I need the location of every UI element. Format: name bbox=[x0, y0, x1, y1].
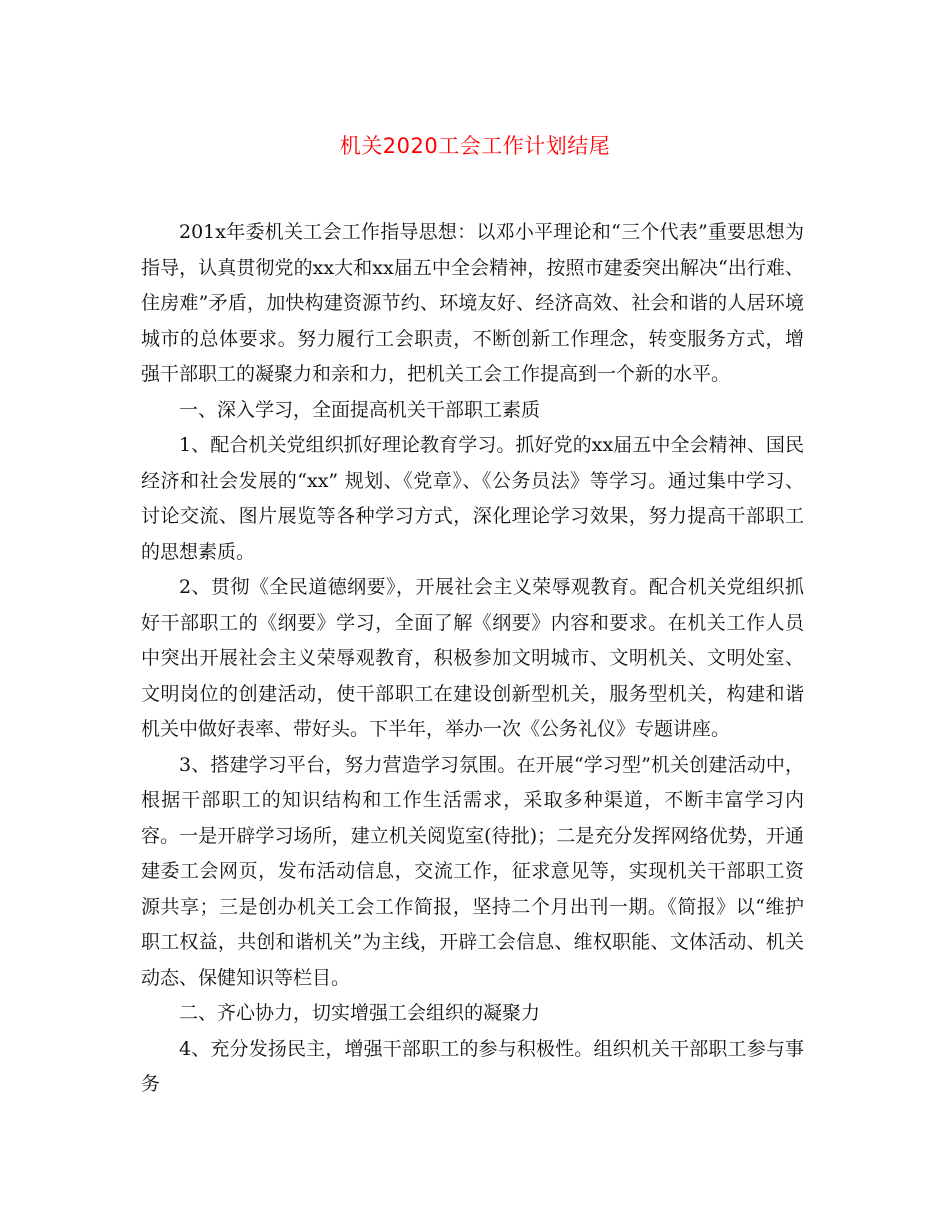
paragraph-item-2: 2、贯彻《全民道德纲要》，开展社会主义荣辱观教育。配合机关党组织抓好干部职工的《纲要》学习，全面了解《纲要》内容和要求。在机关工作人员中突出开展社会主义荣辱观教育，积极参加文明城市、文明机关、文明处室、文明岗位的创建活动，使干部职工在建设创新型机关，服务型机关，构建和谐机关中做好表率、带好头。下半年，举办一次《公务礼仪》专题讲座。 bbox=[141, 576, 804, 740]
section-heading-1: 一、深入学习，全面提高机关干部职工素质 bbox=[179, 398, 541, 421]
paragraph-item-1: 1、配合机关党组织抓好理论教育学习。抓好党的xx届五中全会精神、国民经济和社会发展的“xx” 规划、《党章》、《公务员法》等学习。通过集中学习、讨论交流、图片展览等各种学习方式，深化理论学习效果，努力提高干部职工的思想素质。 bbox=[141, 434, 804, 563]
paragraph-guiding-ideology: 201x年委机关工会工作指导思想：以邓小平理论和“三个代表”重要思想为指导，认真贯彻党的xx大和xx届五中全会精神，按照市建委突出解决“出行难、住房难”矛盾，加快构建资源节约、环境友好、经济高效、社会和谐的人居环境城市的总体要求。努力履行工会职责，不断创新工作理念，转变服务方式，增强干部职工的凝聚力和亲和力，把机关工会工作提高到一个新的水平。 bbox=[141, 221, 804, 385]
paragraph-item-3: 3、搭建学习平台，努力营造学习氛围。在开展“学习型”机关创建活动中，根据干部职工的知识结构和工作生活需求，采取多种渠道，不断丰富学习内容。一是开辟学习场所，建立机关阅览室(待批)；二是充分发挥网络优势，开通建委工会网页，发布活动信息，交流工作，征求意见等，实现机关干部职工资源共享；三是创办机关工会工作简报，坚持二个月出刊一期。《简报》以“维护职工权益，共创和谐机关”为主线，开辟工会信息、维权职能、文体活动、机关动态、保健知识等栏目。 bbox=[141, 753, 804, 989]
document-body bbox=[141, 215, 804, 1103]
section-heading-2: 二、齐心协力，切实增强工会组织的凝聚力 bbox=[179, 1002, 541, 1024]
paragraph-item-4: 4、充分发扬民主，增强干部职工的参与积极性。组织机关干部职工参与事务 bbox=[141, 1037, 804, 1095]
document-title: 机关2020工会工作计划结尾 bbox=[339, 134, 611, 158]
